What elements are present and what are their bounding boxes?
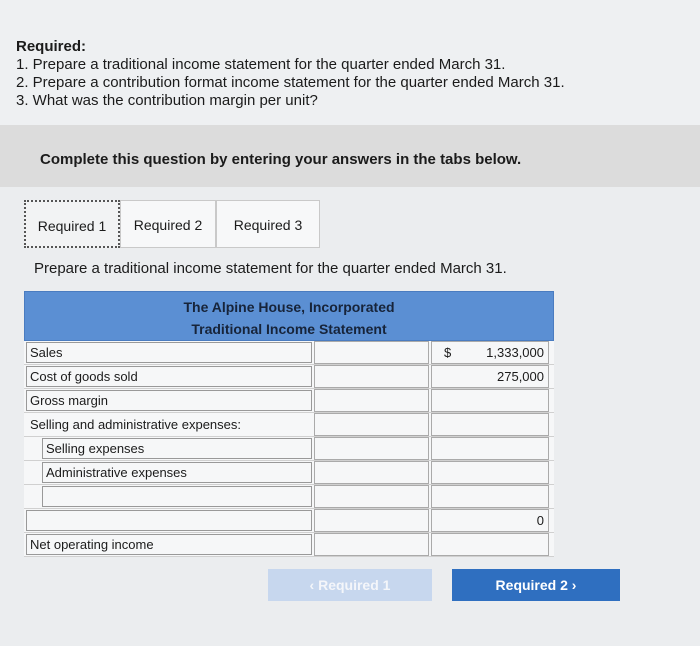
amount-value: 0 — [536, 513, 544, 528]
amount-input-col2[interactable] — [431, 509, 549, 532]
row-label: Gross margin — [30, 393, 109, 408]
tab-required-1[interactable]: Required 1 — [24, 200, 120, 248]
label-field[interactable] — [42, 486, 312, 507]
company-name: The Alpine House, Incorporated — [183, 299, 395, 315]
currency-symbol: $ — [444, 345, 452, 360]
amount-value: 1,333,000 — [486, 345, 544, 360]
table-row-gross-margin — [24, 389, 554, 413]
table-row-sga-header — [24, 413, 554, 437]
row-label: Selling expenses — [46, 441, 145, 456]
required-heading: Required: — [16, 38, 87, 55]
tab-required-3[interactable]: Required 3 — [216, 200, 320, 248]
tab-required-2[interactable]: Required 2 — [120, 200, 216, 248]
row-label: Cost of goods sold — [30, 369, 138, 384]
row-label: Administrative expenses — [46, 465, 187, 480]
label-field[interactable] — [26, 510, 312, 531]
amount-input-col2[interactable] — [431, 485, 549, 508]
amount-input-col1[interactable] — [314, 413, 429, 436]
amount-input-col2[interactable] — [431, 437, 549, 460]
banner-text: Complete this question by entering your answers in the tabs below. — [40, 151, 522, 168]
amount-input-col1[interactable] — [314, 389, 429, 412]
required-section — [16, 38, 565, 110]
row-label: Sales — [30, 345, 63, 360]
amount-input-col1[interactable] — [314, 533, 429, 556]
amount-input-col2[interactable] — [431, 461, 549, 484]
required-item-1: 1. Prepare a traditional income statement for the quarter ended March 31. — [16, 56, 506, 73]
label-field[interactable] — [26, 342, 312, 363]
amount-input-col1[interactable] — [314, 509, 429, 532]
amount-value: 275,000 — [497, 369, 544, 384]
table-row-cogs — [24, 365, 554, 389]
table-row-subtotal — [24, 509, 554, 533]
amount-input-col2[interactable] — [431, 389, 549, 412]
amount-input-col1[interactable] — [314, 341, 429, 364]
instruction-banner — [0, 125, 700, 187]
next-required-button[interactable]: Required 2 › — [452, 569, 620, 601]
amount-input-col1[interactable] — [314, 437, 429, 460]
amount-input-col1[interactable] — [314, 365, 429, 388]
table-row-selling — [24, 437, 554, 461]
amount-input-col2[interactable] — [431, 365, 549, 388]
income-statement — [24, 291, 554, 557]
required-item-3: 3. What was the contribution margin per unit? — [16, 92, 318, 109]
required-item-2: 2. Prepare a contribution format income statement for the quarter ended March 31. — [16, 74, 565, 91]
table-row-sales — [24, 341, 554, 365]
statement-header — [24, 291, 554, 341]
amount-input-col2[interactable] — [431, 533, 549, 556]
prev-required-button[interactable]: ‹ Required 1 — [268, 569, 432, 601]
amount-input-col2[interactable] — [431, 341, 549, 364]
tab-instruction: Prepare a traditional income statement for the quarter ended March 31. — [34, 260, 507, 277]
amount-input-col1[interactable] — [314, 461, 429, 484]
statement-title: Traditional Income Statement — [191, 321, 387, 337]
row-label: Net operating income — [30, 537, 154, 552]
table-row-blank — [24, 485, 554, 509]
table-row-admin — [24, 461, 554, 485]
amount-input-col1[interactable] — [314, 485, 429, 508]
row-label: Selling and administrative expenses: — [30, 417, 242, 432]
amount-input-col2[interactable] — [431, 413, 549, 436]
table-row-net-operating-income — [24, 533, 554, 557]
